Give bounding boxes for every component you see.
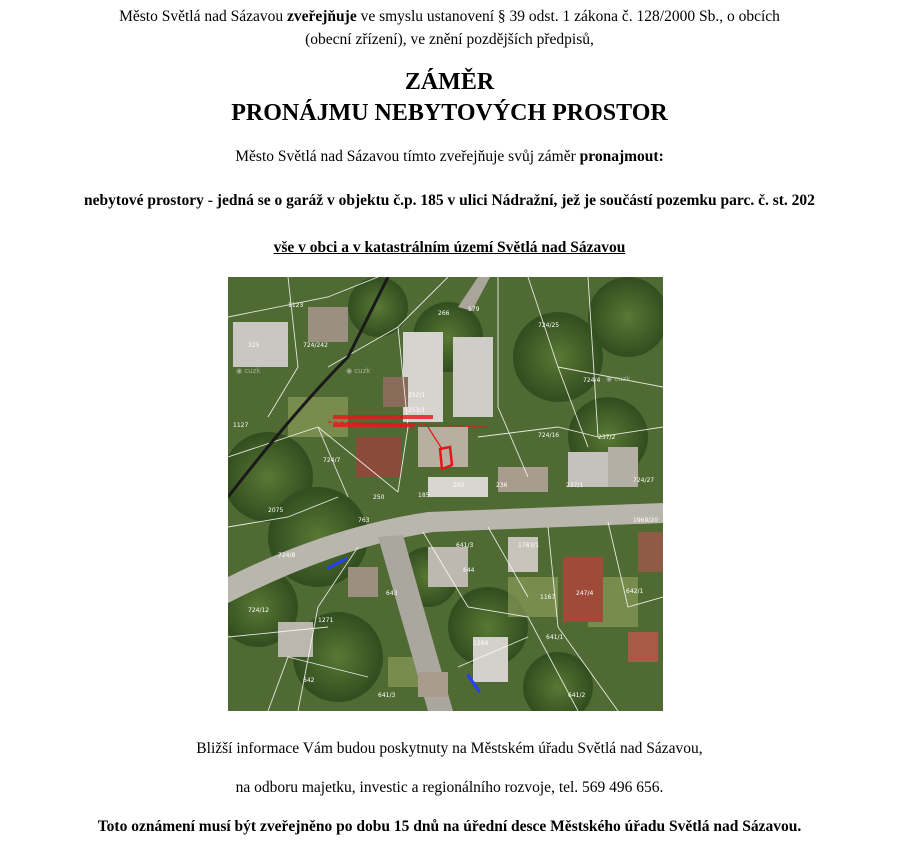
parcel-label: 641/3: [378, 692, 396, 699]
parcel-label: 1264: [473, 640, 489, 647]
parcel-label: 641/1: [546, 634, 564, 641]
parcel-label: 642: [303, 677, 315, 684]
parcel-label: 643: [386, 590, 398, 597]
parcel-label: 266: [438, 310, 450, 317]
statement-bold: pronajmout:: [579, 148, 664, 165]
intro-line-2: (obecní zřízení), ve znění pozdějších předpisů,: [305, 31, 594, 48]
svg-text:◉ cuzk: ◉ cuzk: [606, 375, 631, 383]
intro-line-1: [0, 7, 899, 27]
parcel-label: 325: [248, 342, 260, 349]
parcel-label: 724/25: [538, 322, 560, 329]
intro-text-1: Město Světlá nad Sázavou: [119, 8, 287, 25]
parcel-label: 644: [463, 567, 475, 574]
statement-text: Město Světlá nad Sázavou tímto zveřejňuje svůj záměr: [235, 148, 580, 165]
parcel-label: 253/1: [408, 407, 426, 414]
title-line-1: ZÁMĚR: [404, 69, 495, 95]
statement: [0, 148, 899, 166]
parcel-label: 763: [358, 517, 370, 524]
subject: nebytové prostory - jedná se o garáž v objektu č.p. 185 v ulici Nádražní, jež je součástí pozemku parc. č. st. 202: [84, 192, 815, 209]
parcel-label: 641/3: [456, 542, 474, 549]
intro-text-2: ve smyslu ustanovení § 39 odst. 1 zákona č. 128/2000 Sb., o obcích: [356, 8, 780, 25]
parcel-label: 724/16: [538, 432, 560, 439]
cadastral-map-image: [228, 277, 663, 711]
parcel-label: 1127: [233, 422, 249, 429]
parcel-label: 1783/1: [518, 542, 540, 549]
parcel-label: 1271: [318, 617, 334, 624]
intro-bold-word: zveřejňuje: [286, 8, 357, 25]
title-line-2: PRONÁJMU NEBYTOVÝCH PROSTOR: [231, 100, 668, 126]
parcel-label: 247/4: [576, 590, 594, 597]
parcel-label: 202: [453, 482, 465, 489]
info-line-1: Bližší informace Vám budou poskytnuty na Městském úřadu Světlá nad Sázavou,: [196, 740, 703, 757]
parcel-label: 724/7: [323, 457, 341, 464]
parcel-label: 724/27: [633, 477, 655, 484]
parcel-label: 237/2: [598, 434, 616, 441]
parcel-label: 2075: [268, 507, 284, 514]
aerial-map-svg: [228, 277, 663, 711]
parcel-label: 237/1: [566, 482, 584, 489]
parcel-label: 1167: [540, 594, 556, 601]
parcel-label: 642/1: [626, 588, 644, 595]
parcel-label: 579: [468, 306, 480, 313]
parcel-label: 252/1: [408, 392, 426, 399]
publication-notice: Toto oznámení musí být zveřejněno po dobu 15 dnů na úřední desce Městského úřadu Světlá nad Sázavou.: [97, 818, 802, 835]
parcel-label: 236: [496, 482, 508, 489]
parcel-label: 724/4: [583, 377, 601, 384]
svg-text:◉ cuzk: ◉ cuzk: [346, 367, 371, 375]
info-line-2: na odboru majetku, investic a regionálního rozvoje, tel. 569 496 656.: [235, 779, 664, 796]
parcel-label: 724/12: [248, 607, 270, 614]
parcel-label: 1969/20: [633, 517, 658, 524]
parcel-label: 185: [418, 492, 430, 499]
parcel-label: 250: [373, 494, 385, 501]
svg-text:◉ cuzk: ◉ cuzk: [236, 367, 261, 375]
location: vše v obci a v katastrálním území Světlá nad Sázavou: [273, 239, 626, 256]
parcel-label: 724/8: [278, 552, 296, 559]
parcel-label: 724/242: [303, 342, 328, 349]
parcel-label: 1123: [288, 302, 304, 309]
parcel-label: 641/2: [568, 692, 586, 699]
